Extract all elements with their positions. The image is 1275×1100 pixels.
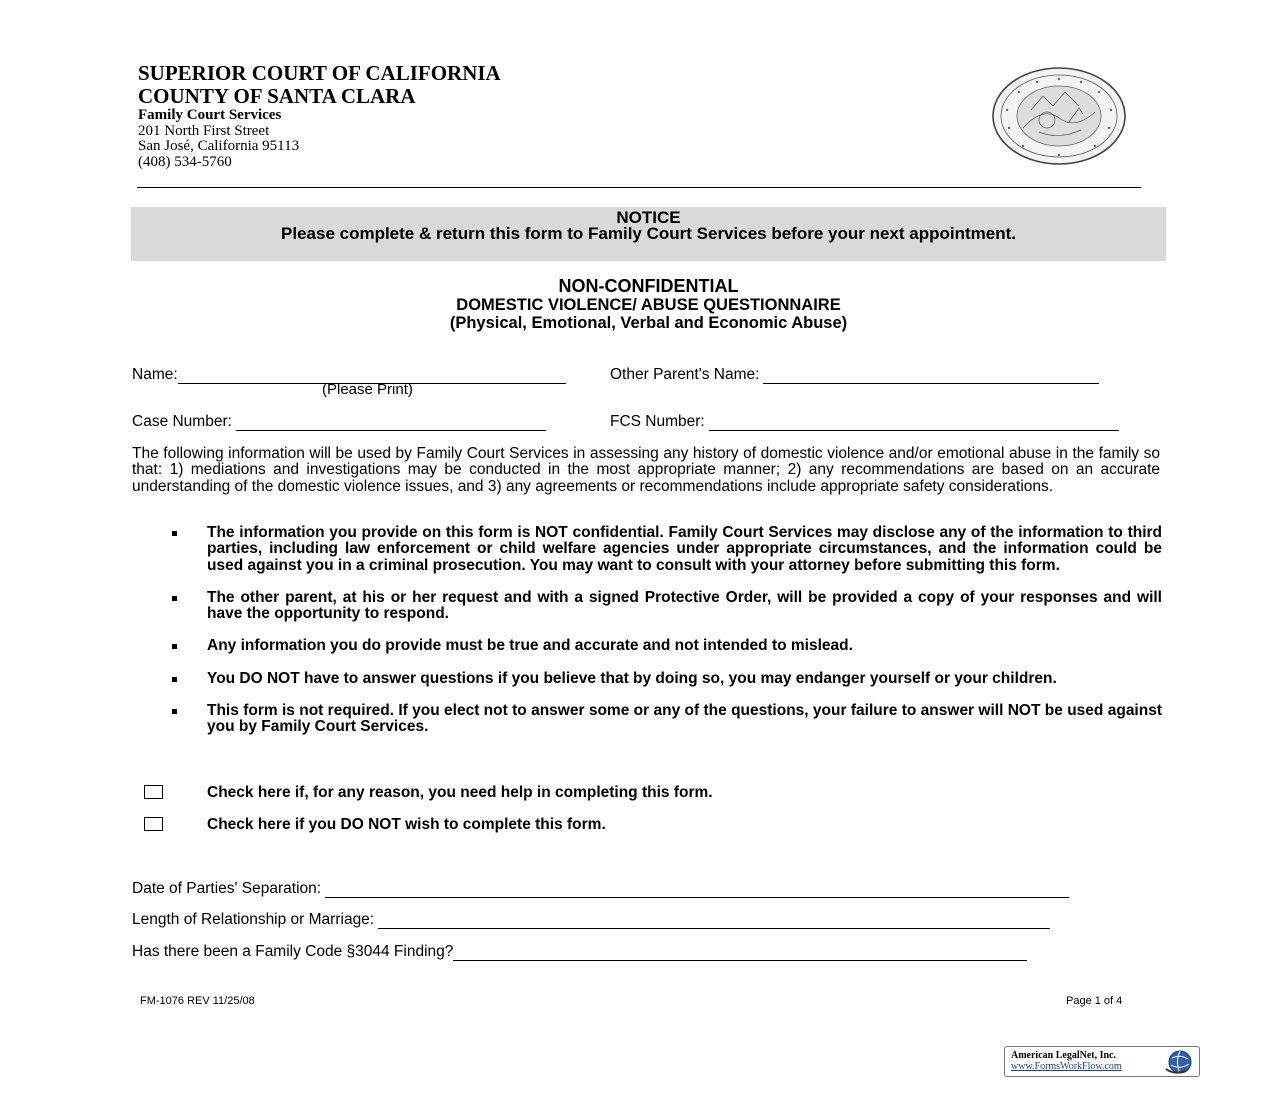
other-parent-label: Other Parent's Name: <box>610 366 760 383</box>
name-label: Name: <box>132 366 178 383</box>
bullet-icon <box>172 596 177 601</box>
header-divider <box>137 187 1141 188</box>
relationship-field <box>132 911 1050 929</box>
finding-input[interactable] <box>453 946 1027 961</box>
fcs-number-label: FCS Number: <box>610 413 705 430</box>
vendor-link[interactable]: www.FormsWorkFlow.com <box>1011 1061 1122 1072</box>
bullet-item: This form is not required. If you elect not to answer some or any of the questions, your failure to answer will NOT be used against you by Family Court Services. <box>132 703 1162 736</box>
notice-text: Please complete & return this form to Family Court Services before your next appointment. <box>281 224 1016 243</box>
form-id: FM-1076 REV 11/25/08 <box>140 995 255 1007</box>
bullet-icon <box>172 644 177 649</box>
county-name: COUNTY OF SANTA CLARA <box>138 84 416 108</box>
relationship-label: Length of Relationship or Marriage: <box>132 911 375 928</box>
bullet-item: The other parent, at his or her request and with a signed Protective Order, will be provided a copy of your responses and will have the opportunity to respond. <box>132 590 1162 623</box>
help-checkbox-label: Check here if, for any reason, you need help in completing this form. <box>207 784 713 801</box>
bullet-icon <box>172 531 177 536</box>
help-checkbox[interactable] <box>144 785 163 799</box>
street-address: 201 North First Street <box>138 122 270 139</box>
court-name: SUPERIOR COURT OF CALIFORNIA <box>138 61 501 85</box>
title-line2: DOMESTIC VIOLENCE/ ABUSE QUESTIONNAIRE <box>456 296 841 314</box>
bullet-icon <box>172 677 177 682</box>
intro-paragraph: The following information will be used by Family Court Services in assessing any history of domestic violence and/or emotional abuse in the family so that: 1) mediations and investigations may be conducted in the most appropriate manner; 2) any recommendations are based on an accurate understanding of the domestic violence issues, and 3) any agreements or recommendations include appropriate safety considerations. <box>132 445 1160 495</box>
city-address: San José, California 95113 <box>138 138 300 154</box>
other-parent-field <box>610 366 1099 384</box>
separation-field <box>132 880 1069 898</box>
vendor-name: American LegalNet, Inc. <box>1011 1050 1116 1061</box>
separation-label: Date of Parties' Separation: <box>132 880 322 897</box>
title-line3: (Physical, Emotional, Verbal and Economic Abuse) <box>449 314 848 332</box>
bullet-item: Any information you do provide must be true and accurate and not intended to mislead. <box>132 638 1162 654</box>
notice-heading: NOTICE <box>616 208 681 227</box>
department-name: Family Court Services <box>138 107 282 123</box>
decline-checkbox[interactable] <box>144 817 163 831</box>
globe-icon <box>1162 1049 1196 1075</box>
form-title <box>131 277 1166 332</box>
phone-number: (408) 534-5760 <box>138 153 232 170</box>
help-checkbox-row <box>132 785 1162 801</box>
relationship-input[interactable] <box>378 914 1050 929</box>
fcs-number-input[interactable] <box>709 416 1119 431</box>
fcs-number-field <box>610 413 1119 431</box>
decline-checkbox-label: Check here if you DO NOT wish to complete this form. <box>207 816 606 833</box>
case-number-label: Case Number: <box>132 413 232 430</box>
notice-bullets <box>132 525 1162 752</box>
court-title <box>138 62 501 108</box>
title-line1: NON-CONFIDENTIAL <box>558 276 739 296</box>
case-number-input[interactable] <box>236 416 546 431</box>
case-number-field <box>132 413 546 431</box>
vendor-stamp <box>1004 1046 1200 1077</box>
bullet-item: The information you provide on this form is NOT confidential. Family Court Services may disclose any of the information to third parties, including law enforcement or child welfare agencies under appropriate circumstances, and the information could be used against you in a criminal prosecution. You may want to consult with your attorney before submitting this form. <box>132 525 1162 574</box>
notice-box <box>131 207 1166 261</box>
court-address <box>138 108 299 170</box>
bullet-icon <box>172 709 177 714</box>
decline-checkbox-row <box>132 817 1162 833</box>
finding-label: Has there been a Family Code §3044 Finding? <box>132 943 454 960</box>
name-hint: (Please Print) <box>322 381 413 398</box>
finding-field <box>132 943 1027 961</box>
other-parent-input[interactable] <box>763 369 1099 384</box>
separation-input[interactable] <box>325 883 1069 898</box>
page-number: Page 1 of 4 <box>1066 995 1123 1007</box>
bullet-item: You DO NOT have to answer questions if you believe that by doing so, you may endanger yourself or your children. <box>132 671 1162 687</box>
california-seal-icon <box>983 66 1135 166</box>
